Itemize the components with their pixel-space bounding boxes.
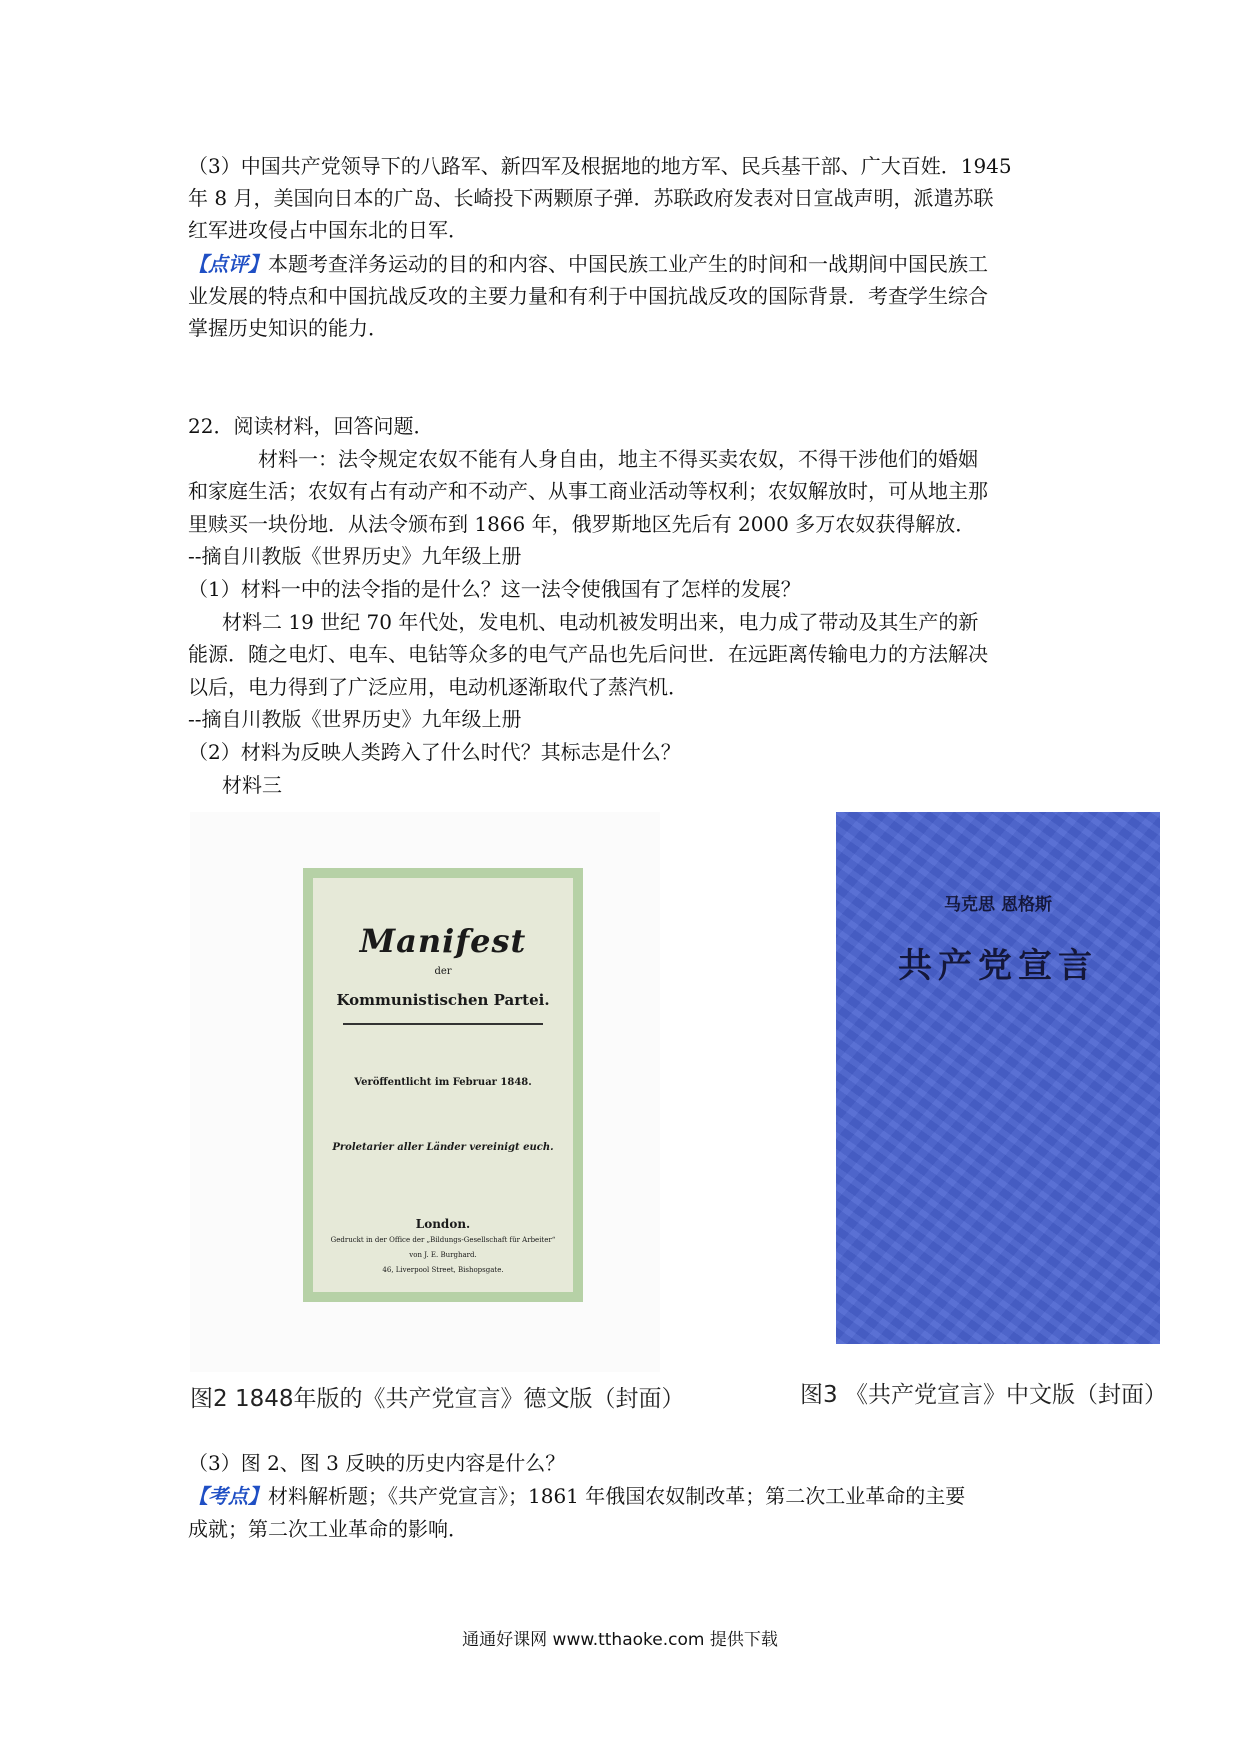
de-cover-printer: von J. E. Burghard.: [409, 1251, 477, 1259]
material-2-line-3: 以后，电力得到了广泛应用，电动机逐渐取代了蒸汽机．: [188, 675, 688, 699]
material-1-source: --摘自川教版《世界历史》九年级上册: [188, 544, 522, 568]
question-2: （2）材料为反映人类跨入了什么时代？其标志是什么？: [188, 740, 681, 764]
comment-tag: 【点评】: [188, 252, 268, 276]
answer-3-line-3: 红军进攻侵占中国东北的日军．: [188, 218, 468, 242]
de-cover-subtitle: Kommunistischen Partei.: [336, 991, 550, 1009]
comment-line-1: [188, 248, 1068, 280]
material-2-source: --摘自川教版《世界历史》九年级上册: [188, 707, 522, 731]
material-2-line-1: 材料二 19 世纪 70 年代处，发电机、电动机被发明出来，电力成了带动及其生产的新: [222, 610, 979, 634]
de-cover-title: Manifest: [359, 922, 527, 960]
question-1: （1）材料一中的法令指的是什么？这一法令使俄国有了怎样的发展？: [188, 577, 801, 601]
topic-line-1: [188, 1480, 1068, 1512]
material-1-line-2: 和家庭生活；农奴有占有动产和不动产、从事工商业活动等权利；农奴解放时，可从地主那: [188, 479, 988, 503]
question-22-heading: 22．阅读材料，回答问题．: [188, 414, 434, 438]
topic-text: 材料解析题；《共产党宣言》；1861 年俄国农奴制改革；第二次工业革命的主要: [268, 1484, 966, 1508]
de-cover-slogan: Proletarier aller Länder vereinigt euch.: [332, 1142, 554, 1153]
answer-3-line-2: 年 8 月，美国向日本的广岛、长崎投下两颗原子弹．苏联政府发表对日宣战声明，派遣苏联: [188, 186, 994, 210]
figure-2-caption: 图2 1848年版的《共产党宣言》德文版（封面）: [190, 1386, 685, 1412]
de-cover-city: London.: [415, 1217, 471, 1231]
topic-tag: 【考点】: [188, 1484, 268, 1508]
material-2-line-2: 能源．随之电灯、电车、电钻等众多的电气产品也先后问世．在远距离传输电力的方法解决: [188, 642, 988, 666]
de-cover-address: 46, Liverpool Street, Bishopsgate.: [382, 1266, 504, 1274]
question-3: （3）图 2、图 3 反映的历史内容是什么？: [188, 1451, 566, 1475]
answer-3-line-1: （3）中国共产党领导下的八路军、新四军及根据地的地方军、民兵基干部、广大百姓．1945: [188, 154, 1012, 178]
chinese-manifesto-cover: [836, 812, 1160, 1344]
cn-cover-authors: 马克思 恩格斯: [944, 895, 1052, 915]
comment-line-2: 业发展的特点和中国抗战反攻的主要力量和有利于中国抗战反攻的国际背景．考查学生综合: [188, 284, 988, 308]
de-cover-rule: [343, 1023, 543, 1025]
topic-line-2: 成就；第二次工业革命的影响．: [188, 1517, 468, 1541]
cn-cover-title: 共产党宣言: [898, 946, 1098, 986]
comment-text: 本题考查洋务运动的目的和内容、中国民族工业产生的时间和一战期间中国民族工: [268, 252, 988, 276]
figure-3-caption: 图3 《共产党宣言》中文版（封面）: [800, 1382, 1167, 1408]
comment-line-3: 掌握历史知识的能力．: [188, 316, 388, 340]
de-cover-publisher: Gedruckt in der Office der „Bildungs-Gesellschaft für Arbeiter“: [330, 1236, 556, 1244]
material-1-line-1: 材料一：法令规定农奴不能有人身自由，地主不得买卖农奴，不得干涉他们的婚姻: [258, 447, 978, 471]
de-cover-der: der: [434, 966, 452, 977]
german-manifesto-cover: [303, 868, 583, 1302]
material-1-line-3: 里赎买一块份地．从法令颁布到 1866 年，俄罗斯地区先后有 2000 多万农奴获得解放．: [188, 512, 976, 536]
page-footer: 通通好课网 www.tthaoke.com 提供下载: [462, 1630, 778, 1650]
material-3-label: 材料三: [222, 773, 282, 797]
de-cover-date: Veröffentlicht im Februar 1848.: [354, 1077, 532, 1088]
